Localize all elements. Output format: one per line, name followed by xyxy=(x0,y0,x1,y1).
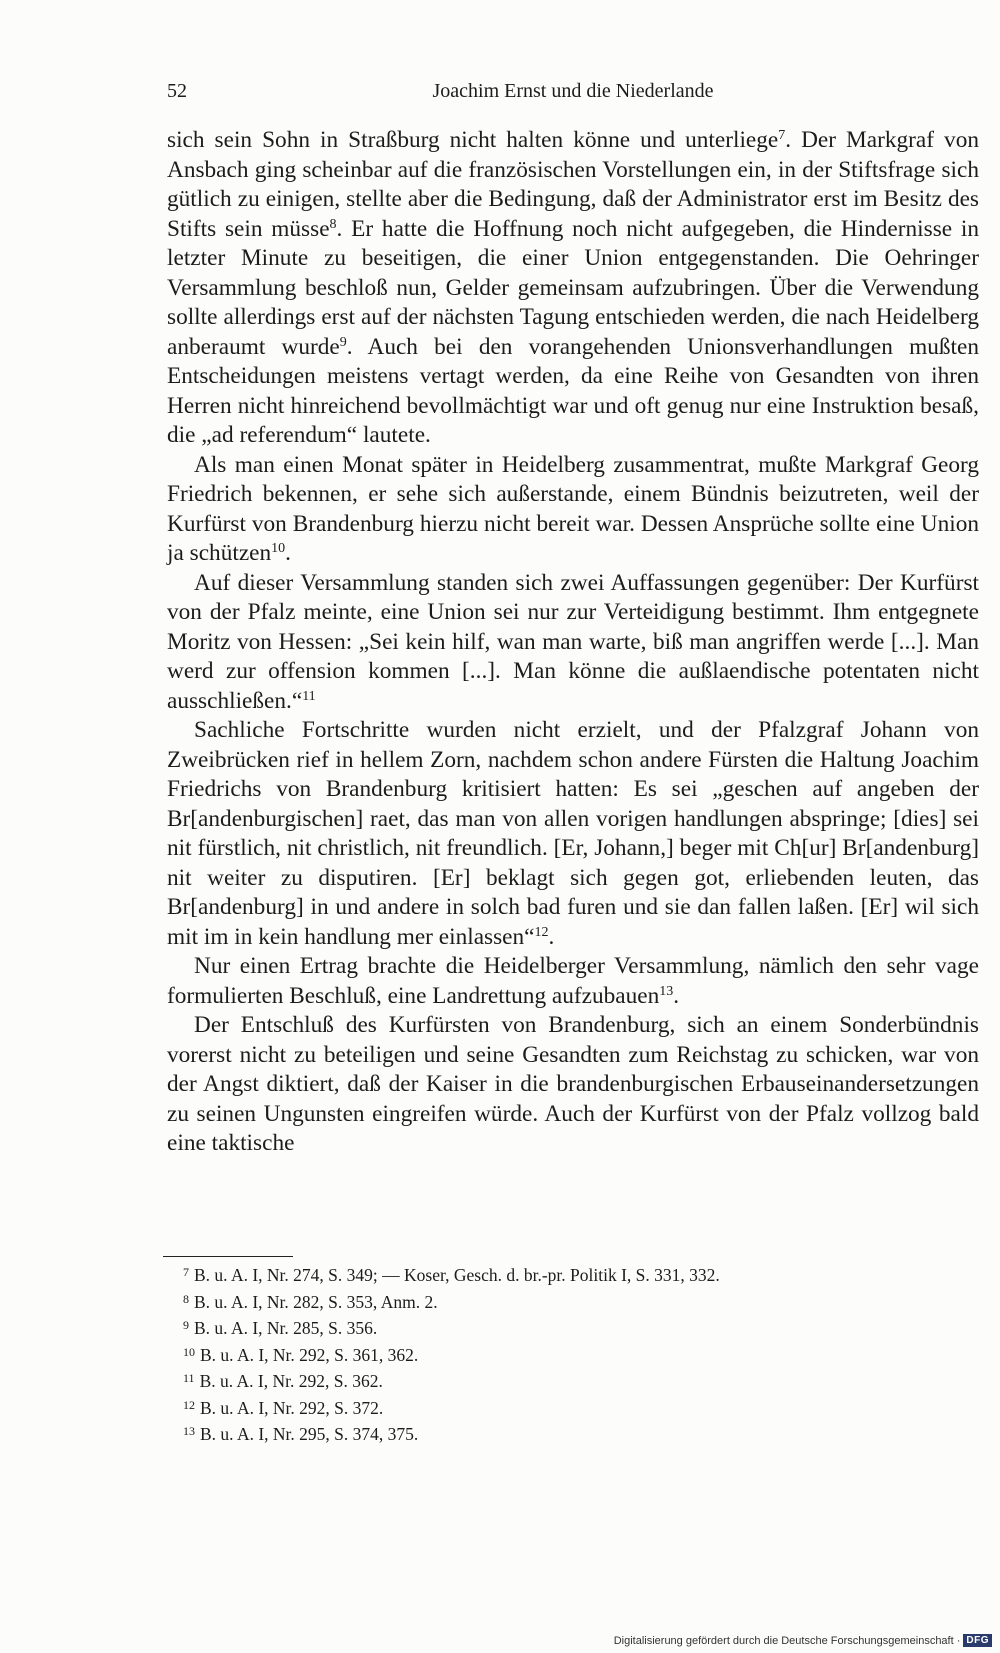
footnotes xyxy=(183,1262,983,1448)
paragraph xyxy=(167,451,979,569)
footnote-ref: 9 xyxy=(339,334,347,350)
footnote xyxy=(183,1395,983,1422)
running-title: Joachim Ernst und die Niederlande xyxy=(432,80,714,102)
paragraph xyxy=(167,126,979,451)
footnote-ref: 8 xyxy=(329,216,337,232)
footnote-number: 11 xyxy=(183,1371,195,1385)
footnote xyxy=(183,1315,983,1342)
text-run: . Auch bei den vorangehenden Unionsverhandlungen mußten Entscheidungen meistens vertagt werden, da eine Reihe von Gesandten von ihren Herren nicht hinreichend bevollmächtigt war und oft genug nur eine Instruktion besaß, die „ad referendum“ lautete. xyxy=(167,333,979,448)
footnote-ref: 10 xyxy=(271,541,286,556)
text-run: Als man einen Monat später in Heidelberg zusammentrat, mußte Markgraf Georg Friedrich bekennen, er sehe sich außerstande, einem Bündnis beizutreten, weil der Kurfürst von Brandenburg hierzu nicht bereit war. Dessen Ansprüche sollte eine Union ja schützen xyxy=(167,451,979,566)
text-run: . Der Markgraf von Ansbach ging scheinbar auf die französischen Vorstellungen ein, in der Stiftsfrage sich gütlich zu einigen, stellte aber die Bedingung, daß der Administrator erst im Besitz des Stifts sein müsse xyxy=(167,127,979,242)
footnote-number: 8 xyxy=(183,1291,189,1306)
text-run: Sachliche Fortschritte wurden nicht erzielt, und der Pfalzgraf Johann von Zweibrücken rief in hellem Zorn, nachdem schon andere Fürsten die Haltung Joachim Friedrichs von Brandenburg kritisiert hatten: Es sei „geschen auf angeben der Br[andenburgischen] raet, das man von allen vorigen handlungen abspringe; [dies] sei nit fürstlich, nit christlich, nit freundlich. [Er, Johann,] beger mit Ch[ur] Br[andenburg] nit weiter zu disputiren. [Er] beklagt sich gegen got, erliebenden leuten, das Br[andenburg] in und andere in solch bad furen und sie dan fallen laßen. [Er] wil sich mit im in kein handlung mer einlassen“ xyxy=(167,717,979,950)
footnote xyxy=(183,1368,983,1395)
footnote-divider xyxy=(163,1256,293,1257)
dfg-logo: DFG xyxy=(963,1634,992,1647)
footnote xyxy=(183,1289,983,1316)
paragraph xyxy=(167,716,979,952)
footnote-text: B. u. A. I, Nr. 274, S. 349; — Koser, Gesch. d. br.-pr. Politik I, S. 331, 332. xyxy=(194,1265,720,1285)
text-run: . xyxy=(548,923,555,950)
colophon-text: Digitalisierung gefördert durch die Deutsche Forschungsgemeinschaft · xyxy=(613,1634,961,1647)
footnote-text: B. u. A. I, Nr. 285, S. 356. xyxy=(194,1318,378,1338)
footnote-number: 9 xyxy=(183,1318,189,1332)
footnote-text: B. u. A. I, Nr. 292, S. 362. xyxy=(199,1371,383,1391)
footnote-text: B. u. A. I, Nr. 292, S. 361, 362. xyxy=(200,1344,419,1365)
footnote-ref: 11 xyxy=(302,688,316,704)
footnote-number: 10 xyxy=(183,1344,195,1359)
text-run: sich sein Sohn in Straßburg nicht halten könne und unterliege xyxy=(167,127,779,153)
colophon xyxy=(614,1634,992,1647)
footnote-ref: 13 xyxy=(659,983,674,999)
page-number: 52 xyxy=(167,80,187,102)
footnote-number: 7 xyxy=(183,1265,189,1279)
text-run: . xyxy=(285,540,291,566)
body-text xyxy=(167,126,979,1159)
footnote xyxy=(183,1342,983,1369)
text-run: Nur einen Ertrag brachte die Heidelberger Versammlung, nämlich den sehr vage formulierten Beschluß, eine Landrettung aufzubauen xyxy=(167,953,979,1009)
page-header xyxy=(167,80,979,110)
text-run: Auf dieser Versammlung standen sich zwei Auffassungen gegenüber: Der Kurfürst von der Pfalz meinte, eine Union sei nur zur Verteidigung bestimmt. Ihm entgegnete Moritz von Hessen: „Sei kein hilf, wan man warte, biß man angriffen werde [...]. Man werd zur offension kommen [...]. Man könne die außlaendische potentaten nicht ausschließen.“ xyxy=(167,569,979,714)
footnote-number: 12 xyxy=(183,1397,195,1412)
footnote xyxy=(183,1421,983,1448)
footnote-ref: 12 xyxy=(534,924,549,940)
text-run: . xyxy=(673,982,680,1009)
text-run: Der Entschluß des Kurfürsten von Brandenburg, sich an einem Sonderbündnis vorerst nicht zu beteiligen und seine Gesandten zum Reichstag zu schicken, war von der Angst diktiert, daß der Kaiser in die brandenburgischen Erbauseinandersetzungen zu seinen Ungunsten eingreifen würde. Auch der Kurfürst von der Pfalz vollzog bald eine taktische xyxy=(167,1012,979,1156)
paragraph xyxy=(167,1011,979,1159)
footnote-text: B. u. A. I, Nr. 295, S. 374, 375. xyxy=(200,1424,419,1444)
footnote-text: B. u. A. I, Nr. 292, S. 372. xyxy=(200,1397,384,1418)
footnote-number: 13 xyxy=(183,1424,195,1438)
footnote xyxy=(183,1262,983,1289)
footnote-text: B. u. A. I, Nr. 282, S. 353, Anm. 2. xyxy=(194,1291,438,1312)
text-run: . Er hatte die Hoffnung noch nicht aufgegeben, die Hindernisse in letzter Minute zu beseitigen, die einer Union entgegenstanden. Die Oehringer Versammlung beschloß nun, Gelder gemeinsam aufzubringen. Über die Verwendung sollte allerdings erst auf der nächsten Tagung entschieden werden, die nach Heidelberg anberaumt wurde xyxy=(167,215,980,360)
footnote-ref: 7 xyxy=(778,128,786,143)
paragraph xyxy=(167,952,979,1011)
paragraph xyxy=(167,569,979,717)
